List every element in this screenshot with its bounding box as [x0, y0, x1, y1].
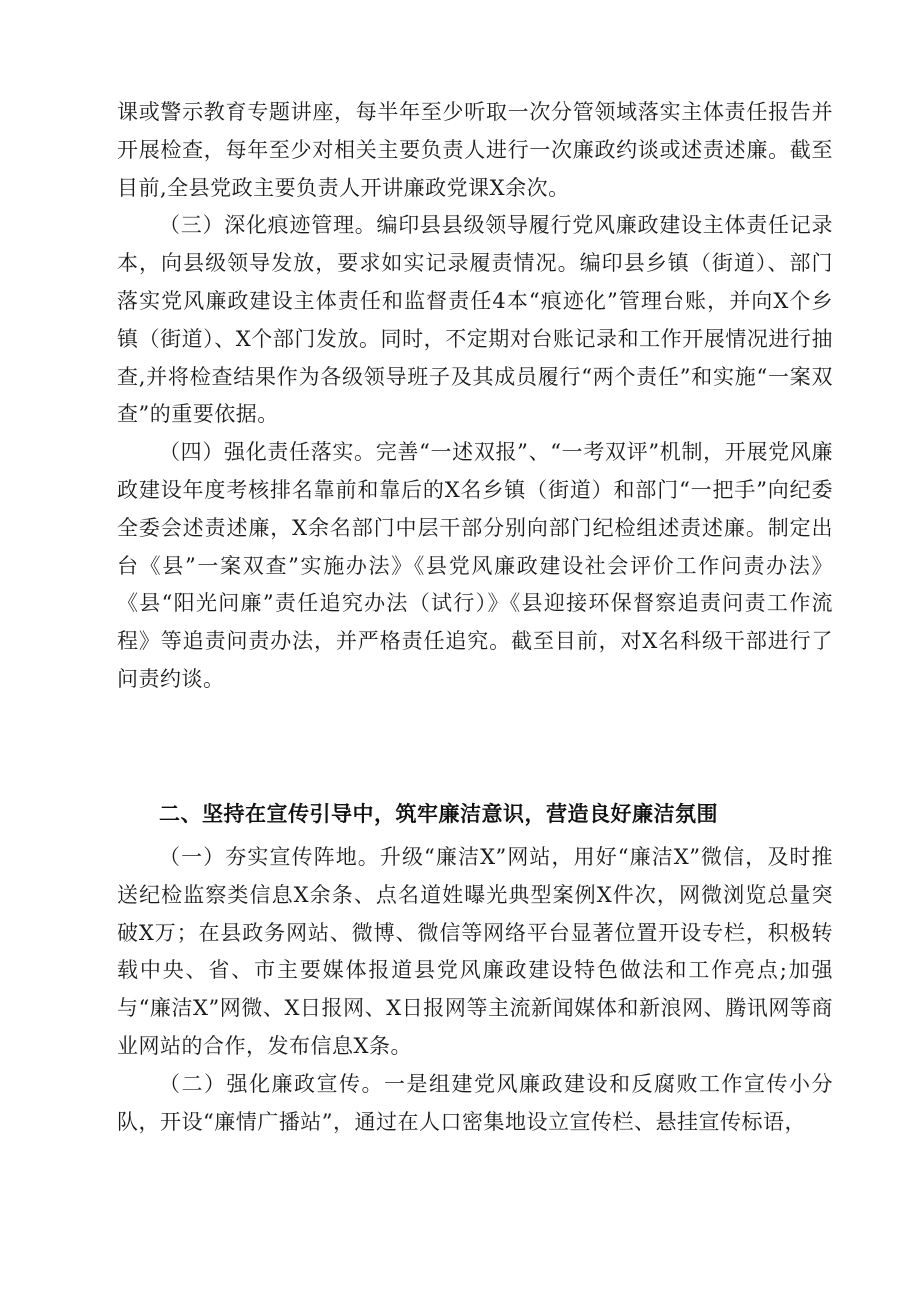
body-text-top	[117, 94, 833, 699]
section-heading: 二、坚持在宣传引导中，筑牢廉洁意识，营造良好廉洁氛围	[159, 802, 718, 826]
paragraph-continuation: 课或警示教育专题讲座，每半年至少听取一次分管领域落实主体责任报告并开展检查，每年至少对相关主要负责人进行一次廉政约谈或述责述廉。截至目前,全县党政主要负责人开讲廉政党课X余次。	[117, 100, 833, 200]
paragraph-publicity-platform: （一）夯实宣传阵地。升级“廉洁X”网站，用好“廉洁X”微信，及时推送纪检监察类信息X余条、点名道姓曝光典型案例X件次，网微浏览总量突破X万；在县政务网站、微博、微信等网络平台显著位置开设专栏，积极转载中央、省、市主要媒体报道县党风廉政建设特色做法和工作亮点;加强与“廉洁X”网微、X日报网、X日报网等主流新闻媒体和新浪网、腾讯网等商业网站的合作，发布信息X条。	[117, 845, 833, 1058]
body-text-bottom	[117, 839, 833, 1141]
paragraph-integrity-publicity: （二）强化廉政宣传。一是组建党风廉政建设和反腐败工作宣传小分队，开设“廉情广播站”，通过在人口密集地设立宣传栏、悬挂宣传标语，	[117, 1071, 833, 1134]
paragraph-responsibility-implementation: （四）强化责任落实。完善“一述双报”、“一考双评”机制，开展党风廉政建设年度考核排名靠前和靠后的X名乡镇（街道）和部门“一把手”向纪委全委会述责述廉，X余名部门中层干部分别向部门纪检组述责述廉。制定出台《县”一案双查”实施办法》《县党风廉政建设社会评价工作问责办法》《县“阳光问廉”责任追究办法（试行）》《县迎接环保督察追责问责工作流程》等追责问责办法，并严格责任追究。截至目前，对X名科级干部进行了问责约谈。	[117, 440, 833, 691]
paragraph-trace-management: （三）深化痕迹管理。编印县县级领导履行党风廉政建设主体责任记录本，向县级领导发放，要求如实记录履责情况。编印县乡镇（街道）、部门落实党风廉政建设主体责任和监督责任4本“痕迹化”管理台账，并向X个乡镇（街道）、X个部门发放。同时，不定期对台账记录和工作开展情况进行抽查,并将检查结果作为各级领导班子及其成员履行“两个责任”和实施“一案双查”的重要依据。	[117, 213, 833, 427]
